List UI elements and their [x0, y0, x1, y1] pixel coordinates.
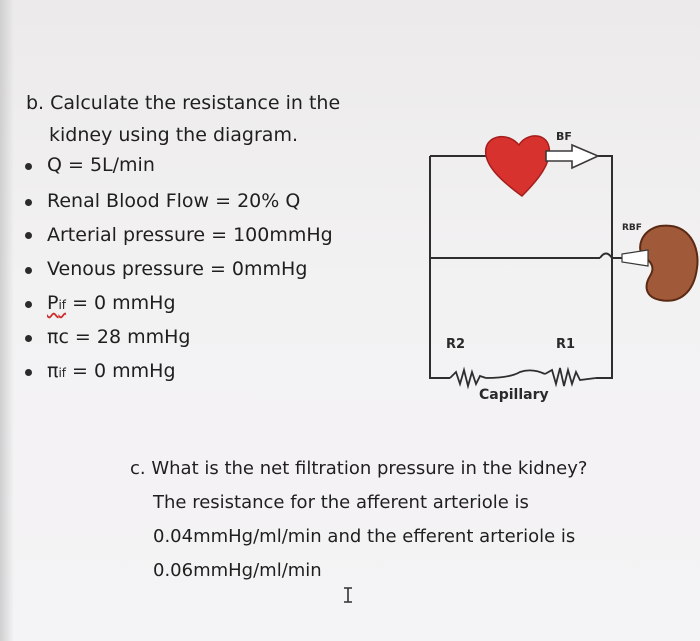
question-c-line2: The resistance for the afferent arteriole is [153, 492, 529, 513]
bullet-venous-pressure: Venous pressure = 0mmHg [47, 258, 308, 280]
bullet-q: Q = 5L/min [47, 154, 155, 176]
kidney-icon [640, 226, 697, 301]
capillary-line-icon [486, 370, 545, 378]
r2-label: R2 [446, 337, 466, 352]
resistor-r1-icon [545, 368, 596, 386]
question-c-line4: 0.06mmHg/ml/min [153, 560, 322, 581]
renal-artery-icon [622, 250, 648, 266]
text-cursor-icon [344, 588, 352, 602]
question-b-heading-line2: kidney using the diagram. [49, 124, 298, 146]
question-c-line1: c. What is the net filtration pressure in the kidney? [130, 458, 588, 479]
p-if-symbol: Pif [47, 292, 67, 314]
bullet-renal-blood-flow: Renal Blood Flow = 20% Q [47, 190, 301, 212]
capillary-label: Capillary [479, 387, 549, 403]
heart-icon [486, 136, 550, 196]
bullet-pi-c: πc = 28 mmHg [47, 326, 191, 348]
bf-label: BF [556, 130, 572, 143]
question-c-line3: 0.04mmHg/ml/min and the efferent arteriole is [153, 526, 576, 547]
bullet-arterial-pressure: Arterial pressure = 100mmHg [47, 224, 333, 246]
resistor-r2-icon [450, 370, 486, 386]
bullet-p-if: Pif = 0 mmHg [47, 292, 176, 314]
question-b-heading-line1: b. Calculate the resistance in the [26, 92, 341, 114]
bullet-pi-if: πif = 0 mmHg [47, 360, 176, 382]
r1-label: R1 [556, 337, 576, 352]
blood-flow-arrow-icon [546, 145, 598, 168]
rbf-label: RBF [622, 223, 642, 233]
